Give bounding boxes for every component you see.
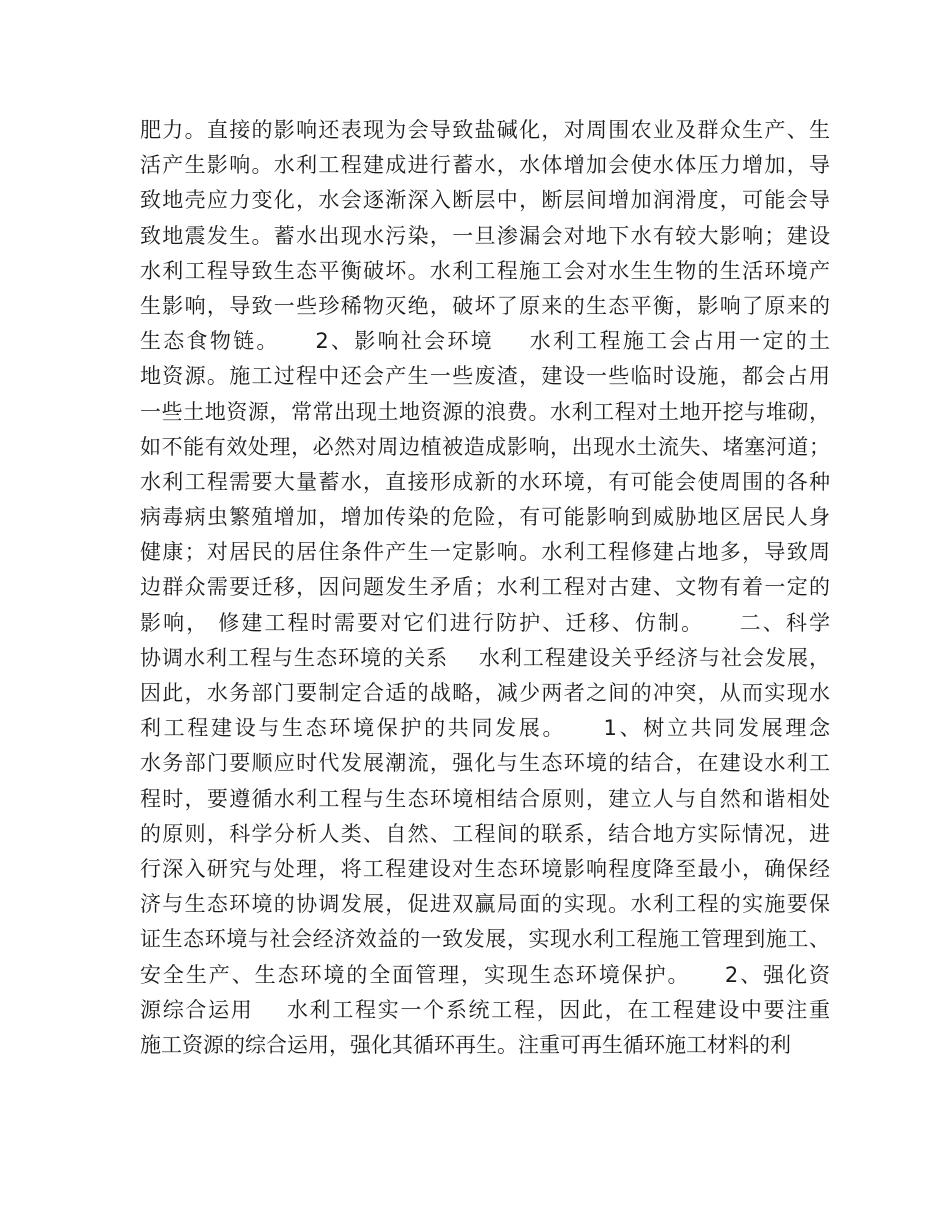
text-line-9: 一些土地资源，常常出现土地资源的浪费。水利工程对土地开挖与堆砌， xyxy=(140,399,830,424)
text-line-12: 病毒病虫繁殖增加，增加传染的危险，有可能影响到威胁地区居民人身 xyxy=(140,505,830,530)
text-line-24: 证生态环境与社会经济效益的一致发展，实现水利工程施工管理到施工、 xyxy=(140,927,830,952)
text-line-18: 利工程建设与生态环境保护的共同发展。 1、树立共同发展理念 xyxy=(140,716,830,741)
text-line-16: 协调水利工程与生态环境的关系 水利工程建设关乎经济与社会发展， xyxy=(140,645,830,670)
text-line-3: 致地壳应力变化，水会逐渐深入断层中，断层间增加润滑度，可能会导 xyxy=(140,188,830,213)
text-line-5: 水利工程导致生态平衡破坏。水利工程施工会对水生生物的生活环境产 xyxy=(140,258,830,283)
text-line-25: 安全生产、生态环境的全面管理，实现生态环境保护。 2、强化资 xyxy=(140,962,830,987)
text-line-11: 水利工程需要大量蓄水，直接形成新的水环境，有可能会使周围的各种 xyxy=(140,469,830,494)
text-line-15: 影响， 修建工程时需要对它们进行防护、迁移、仿制。 二、科学 xyxy=(140,610,830,635)
text-line-22: 行深入研究与处理，将工程建设对生态环境影响程度降至最小，确保经 xyxy=(140,856,830,881)
text-line-13: 健康；对居民的居住条件产生一定影响。水利工程修建占地多，导致周 xyxy=(140,540,830,565)
text-line-19: 水务部门要顺应时代发展潮流，强化与生态环境的结合，在建设水利工 xyxy=(140,751,830,776)
text-line-7: 生态食物链。 2、影响社会环境 水利工程施工会占用一定的土 xyxy=(140,329,830,354)
text-line-23: 济与生态环境的协调发展，促进双赢局面的实现。水利工程的实施要保 xyxy=(140,892,830,917)
text-line-21: 的原则，科学分析人类、自然、工程间的联系，结合地方实际情况，进 xyxy=(140,821,830,846)
text-line-26: 源综合运用 水利工程实一个系统工程，因此，在工程建设中要注重 xyxy=(140,997,830,1022)
text-line-4: 致地震发生。蓄水出现水污染，一旦渗漏会对地下水有较大影响；建设 xyxy=(140,223,830,248)
body-text xyxy=(140,113,830,1063)
text-line-20: 程时，要遵循水利工程与生态环境相结合原则，建立人与自然和谐相处 xyxy=(140,786,830,811)
text-line-6: 生影响，导致一些珍稀物灭绝，破坏了原来的生态平衡，影响了原来的 xyxy=(140,293,830,318)
text-line-17: 因此，水务部门要制定合适的战略，减少两者之间的冲突，从而实现水 xyxy=(140,681,830,705)
text-line-1: 肥力。直接的影响还表现为会导致盐碱化，对周围农业及群众生产、生 xyxy=(140,118,830,142)
text-line-27: 施工资源的综合运用，强化其循环再生。注重可再生循环施工材料的利 xyxy=(140,1032,791,1057)
text-line-10: 如不能有效处理，必然对周边植被造成影响，出现水土流失、堵塞河道； xyxy=(140,434,830,459)
text-line-2: 活产生影响。水利工程建成进行蓄水，水体增加会使水体压力增加，导 xyxy=(140,153,830,178)
text-line-8: 地资源。施工过程中还会产生一些废渣，建设一些临时设施，都会占用 xyxy=(140,364,830,389)
text-line-14: 边群众需要迁移，因问题发生矛盾；水利工程对古建、文物有着一定的 xyxy=(140,575,830,600)
